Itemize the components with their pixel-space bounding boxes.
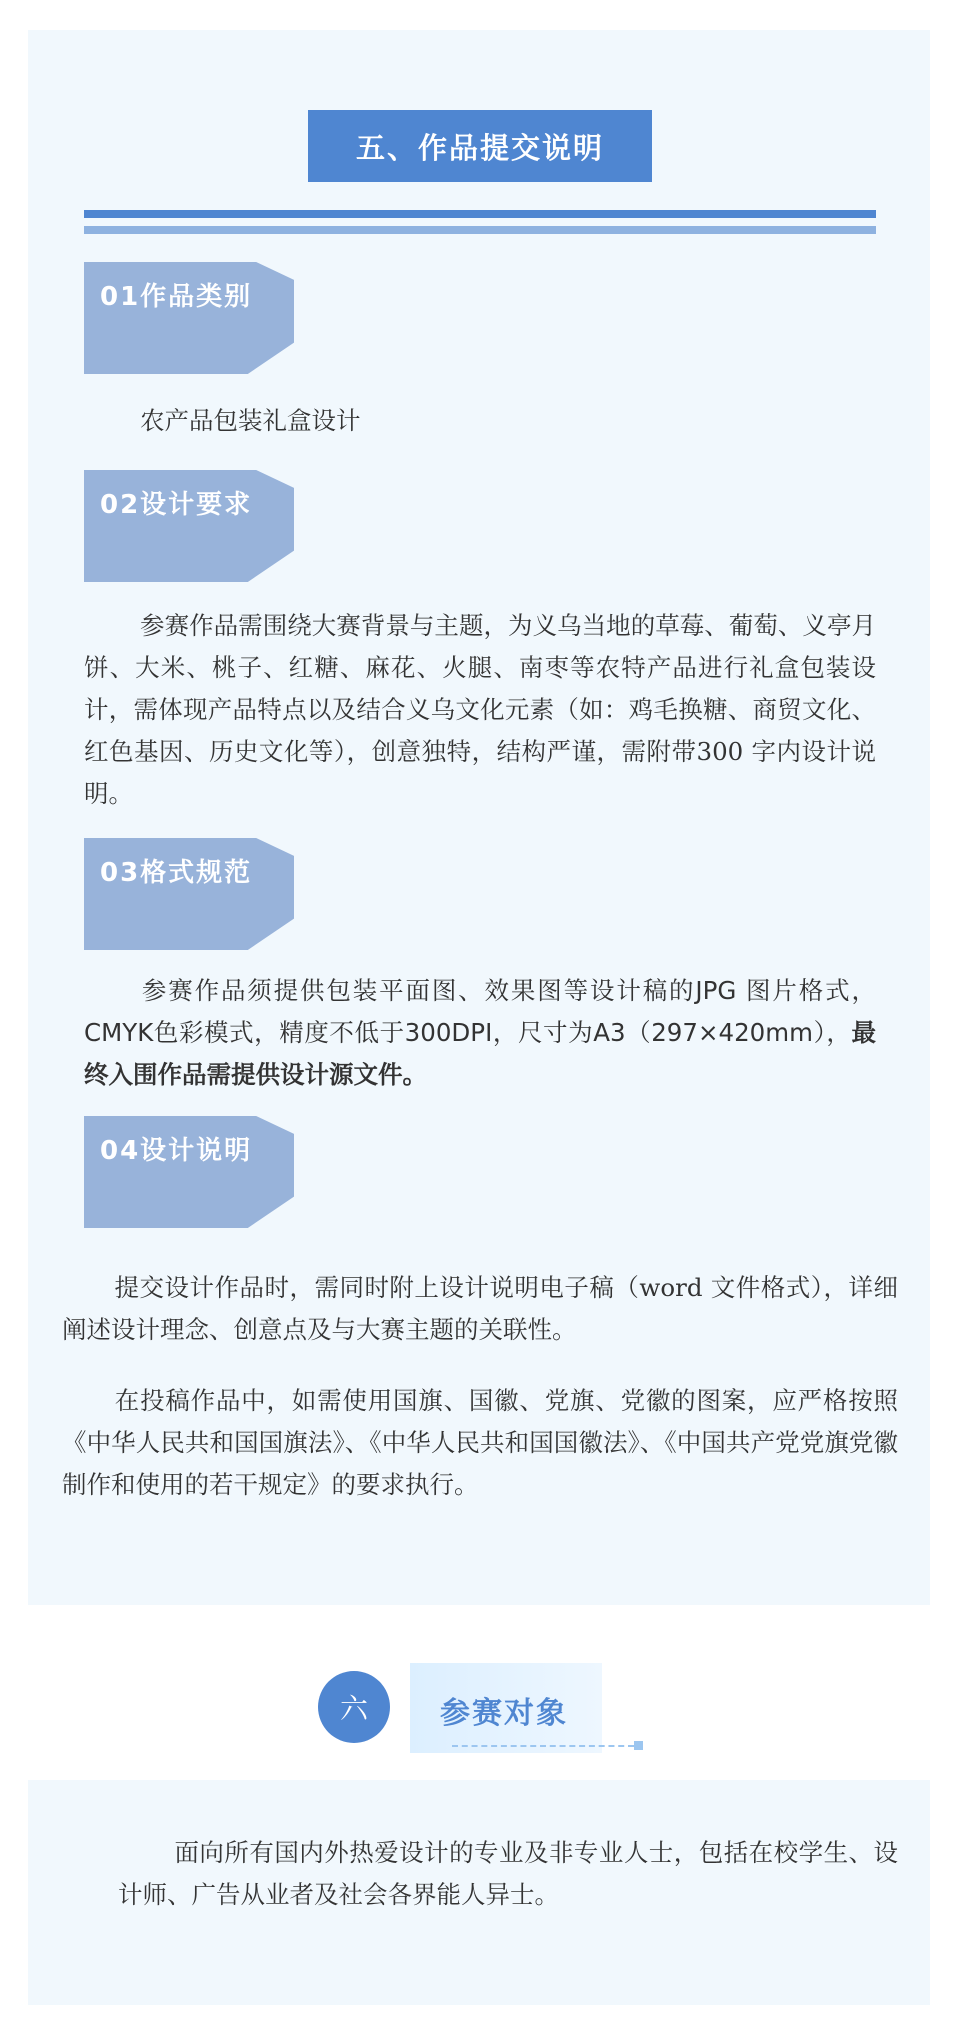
section5-title: 五、作品提交说明: [308, 110, 652, 182]
section6-dashed-line: [452, 1745, 634, 1747]
section6-dash-end-dot: [634, 1741, 643, 1750]
item-04-text: 提交设计作品时，需同时附上设计说明电子稿（word 文件格式），详细阐述设计理念、创意点及与大赛主题的关联性。: [62, 1273, 898, 1344]
section6-number: 六: [318, 1671, 390, 1743]
item-02-text: 参赛作品需围绕大赛背景与主题，为义乌当地的草莓、葡萄、义亭月饼、大米、桃子、红糖、麻花、火腿、南枣等农特产品进行礼盒包装设计，需体现产品特点以及结合义乌文化元素（如：鸡毛换糖、商贸文化、红色基因、历史文化等），创意独特，结构严谨，需附带300 字内设计说明。: [84, 611, 876, 808]
item-01-text: 农产品包装礼盒设计: [140, 406, 361, 435]
item-03-text: 参赛作品须提供包装平面图、效果图等设计稿的JPG 图片格式，CMYK色彩模式，精度不低于300DPI，尺寸为A3（297×420mm），最终入围作品需提供设计源文件。: [84, 976, 876, 1089]
tag-03-label: 03格式规范: [100, 858, 253, 888]
tag-04-label: 04设计说明: [100, 1136, 253, 1166]
item-04-text-2: 在投稿作品中，如需使用国旗、国徽、党旗、党徽的图案，应严格按照《中华人民共和国国旗法》、《中华人民共和国国徽法》、《中国共产党党旗党徽制作和使用的若干规定》的要求执行。: [62, 1386, 898, 1499]
tag-01-label: 01作品类别: [100, 282, 253, 312]
tag-02-label: 02设计要求: [100, 490, 253, 520]
item-03-bold-text: 最终入围作品需提供设计源文件。: [84, 1018, 876, 1089]
section6-title: 参赛对象: [440, 1696, 568, 1731]
title-divider-secondary: [84, 226, 876, 234]
section6-text: 面向所有国内外热爱设计的专业及非专业人士，包括在校学生、设计师、广告从业者及社会各界能人异士。: [118, 1838, 898, 1909]
title-divider: [84, 210, 876, 218]
